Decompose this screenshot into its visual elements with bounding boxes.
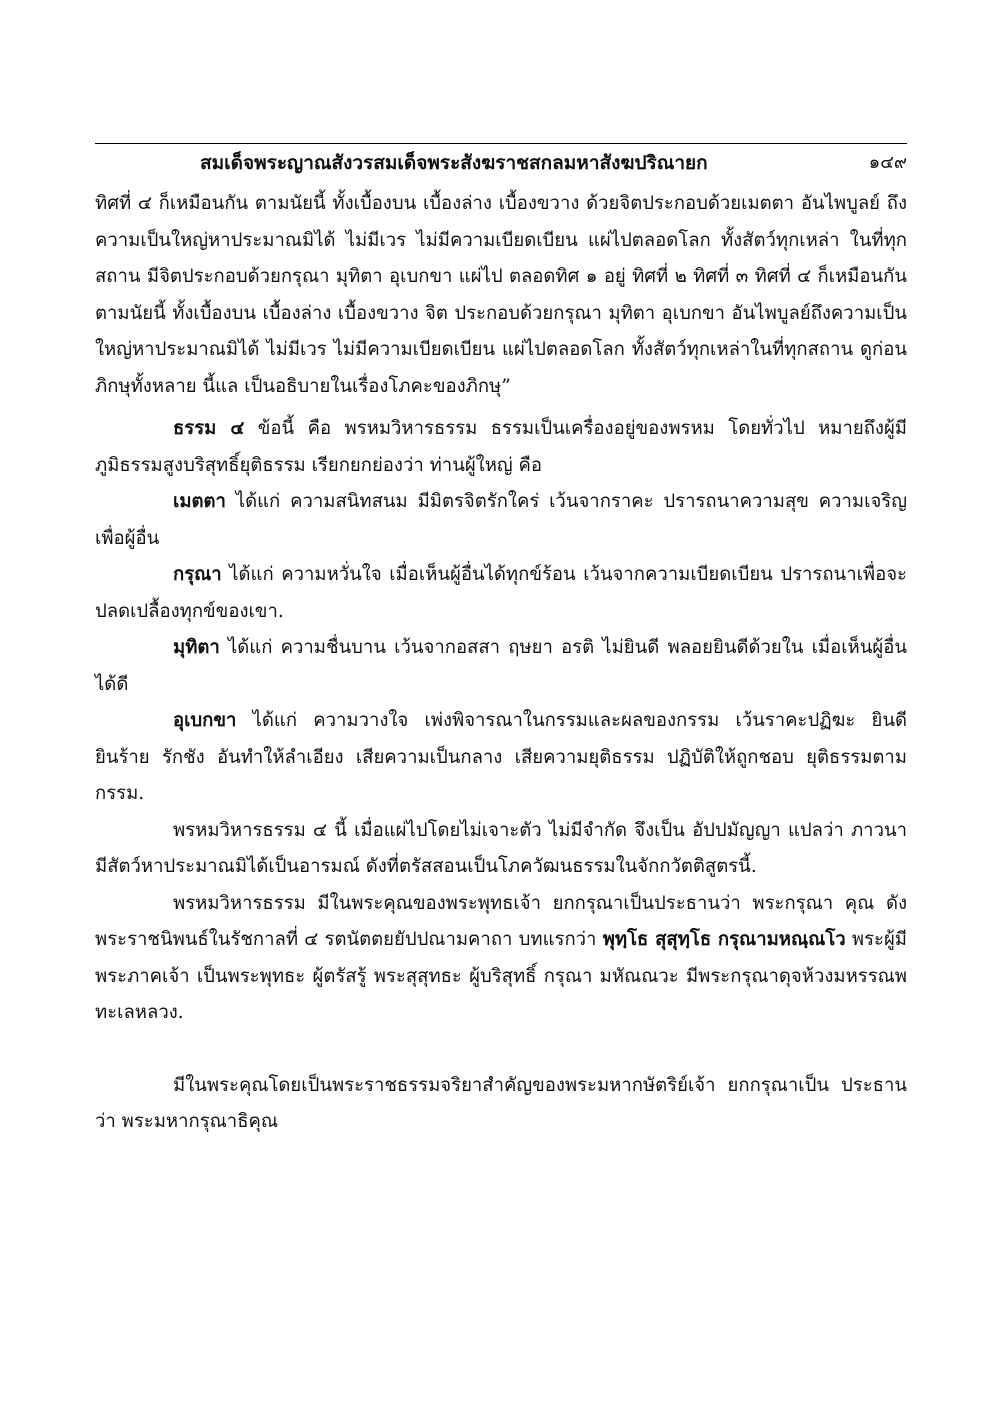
paragraph-text: พรหมวิหารธรรม ๔ นี้ เมื่อแผ่ไปโดยไม่เจาะตัว ไม่มีจำกัด จึงเป็น อัปปมัญญา แปลว่า ภาวนา มีสัตว์หาประมาณมิได้เป็นอารมณ์ ดังที่ตรัสสอนเป็นโภควัฒนธรรมในจักกวัตติสูตรนี้. (95, 819, 907, 877)
paragraph-royal-karuna (95, 1068, 907, 1141)
term-karuna: กรุณา (173, 564, 222, 585)
body-text (95, 186, 907, 1141)
paragraph-upekkha (95, 703, 907, 813)
term-metta: เมตตา (173, 491, 226, 512)
paragraph-text: พระผู้มีพระภาคเจ้า เป็นพระพุทธะ ผู้ตรัสรู้ พระสุสุทธะ ผู้บริสุทธิ์ กรุณา มหัณณวะ มีพระกรุณาดุจห้วงมหรรณพทะเลหลวง. (95, 929, 908, 1023)
term-dhamma-4: ธรรม ๔ (173, 418, 245, 439)
paragraph-text: ได้แก่ ความวางใจ เพ่งพิจารณาในกรรมและผลของกรรม เว้นราคะปฏิฆะ ยินดียินร้าย รักชัง อันทำให้ลำเอียง เสียความเป็นกลาง เสียความยุติธรรม ปฏิบัติให้ถูกชอบ ยุติธรรมตามกรรม. (95, 710, 907, 804)
paragraph-text: ได้แก่ ความชื่นบาน เว้นจากอสสา ฤษยา อรติ ไม่ยินดี พลอยยินดีด้วยใน เมื่อเห็นผู้อื่นได้ดี (95, 637, 907, 695)
paragraph-2 (95, 411, 907, 484)
pali-verse: พุทฺโธ สุสุทฺโธ กรุณามหณฺณโว (602, 929, 846, 950)
paragraph-text: พรหมวิหารธรรม มีในพระคุณของพระพุทธเจ้า ยกกรุณาเป็นประธานว่า พระกรุณา คุณ ดังพระราชนิพนธ์ในรัชกาลที่ ๔ รตนัตตยยัปปณามคาถา บทแรกว่า (95, 892, 907, 950)
paragraph-text: ข้อนี้ คือ พรหมวิหารธรรม ธรรมเป็นเครื่องอยู่ของพรหม โดยทั่วไป หมายถึงผู้มีภูมิธรรมสูงบริสุทธิ์ยุติธรรม เรียกยกย่องว่า ท่านผู้ใหญ่ คือ (95, 418, 907, 476)
header-rule (95, 143, 907, 144)
paragraph-buddha-karuna (95, 886, 907, 1032)
paragraph-metta (95, 484, 907, 557)
header-title: สมเด็จพระญาณสังวรสมเด็จพระสังฆราชสกลมหาสังฆปริณายก (200, 152, 708, 174)
page-header (95, 146, 907, 180)
paragraph-text: ได้แก่ ความหวั่นใจ เมื่อเห็นผู้อื่นได้ทุกข์ร้อน เว้นจากความเบียดเบียน ปรารถนาเพื่อจะปลดเปลื้องทุกข์ของเขา. (95, 564, 907, 622)
paragraph-text: มีในพระคุณโดยเป็นพระราชธรรมจริยาสำคัญของพระมหากษัตริย์เจ้า ยกกรุณาเป็น ประธานว่า พระมหากรุณาธิคุณ (95, 1074, 907, 1132)
page-number: ๑๔๙ (868, 152, 907, 173)
term-upekkha: อุเบกขา (173, 710, 237, 731)
paragraph-karuna (95, 557, 907, 630)
term-mudita: มุทิตา (173, 637, 220, 658)
paragraph-appamanna (95, 813, 907, 886)
paragraph-text: ทิศที่ ๔ ก็เหมือนกัน ตามนัยนี้ ทั้งเบื้องบน เบื้องล่าง เบื้องขวาง ด้วยจิตประกอบด้วยเมตตา อันไพบูลย์ ถึงความเป็นใหญ่หาประมาณมิได้ ไม่มีเวร ไม่มีความเบียดเบียน แผ่ไปตลอดโลก ทั้งสัตว์ทุกเหล่า ในที่ทุกสถาน มีจิตประกอบด้วยกรุณา มุทิตา อุเบกขา แผ่ไป ตลอดทิศ ๑ อยู่ ทิศที่ ๒ ทิศที่ ๓ ทิศที่ ๔ ก็เหมือนกัน ตามนัยนี้ ทั้งเบื้องบน เบื้องล่าง เบื้องขวาง จิต ประกอบด้วยกรุณา มุทิตา อุเบกขา อันไพบูลย์ถึงความเป็นใหญ่หาประมาณมิได้ ไม่มีเวร ไม่มีความเบียดเบียน แผ่ไปตลอดโลก ทั้งสัตว์ทุกเหล่าในที่ทุกสถาน ดูก่อนภิกษุทั้งหลาย นี้แล เป็นอธิบายในเรื่องโภคะของภิกษุ” (95, 193, 907, 397)
paragraph-1 (95, 186, 907, 405)
paragraph-text: ได้แก่ ความสนิทสนม มีมิตรจิตรักใคร่ เว้นจากราคะ ปรารถนาความสุข ความเจริญเพื่อผู้อื่น (95, 491, 907, 549)
paragraph-mudita (95, 630, 907, 703)
